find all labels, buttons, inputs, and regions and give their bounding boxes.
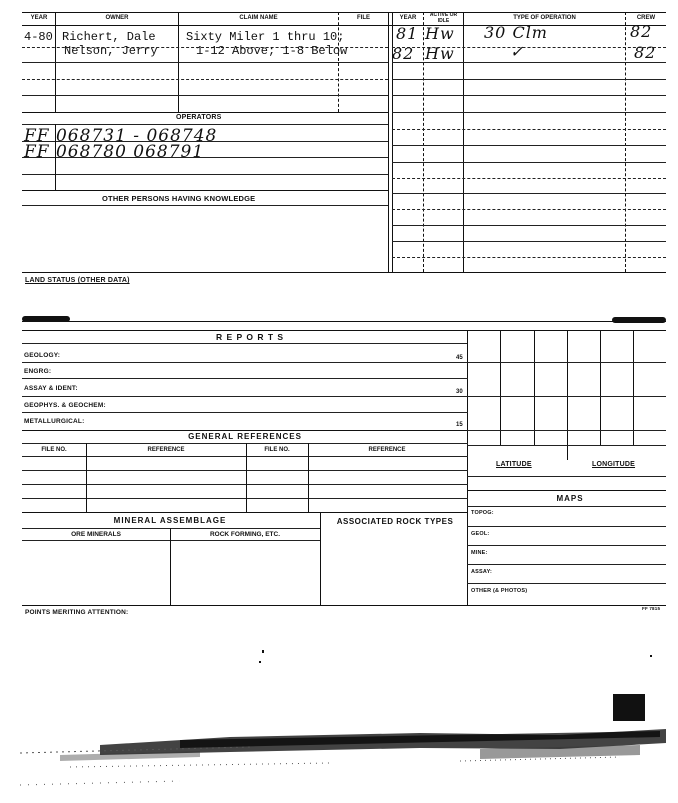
col-ore-minerals: ORE MINERALS [71, 531, 121, 538]
reports-title: R E P O R T S [215, 332, 285, 342]
row-2-owner: Nelson, Jerry [64, 44, 158, 58]
report-metallurgical: METALLURGICAL: [24, 418, 85, 425]
mineral-assemblage-title: MINERAL ASSEMBLAGE [113, 516, 227, 525]
latitude-label: LATITUDE [496, 461, 532, 468]
row-1-year: 4-80 [24, 30, 53, 44]
land-status-label: LAND STATUS (OTHER DATA) [25, 277, 130, 284]
activity-1-operation: 30 Clm [484, 23, 548, 42]
header-claim-name: CLAIM NAME [239, 15, 278, 21]
operators-title: OPERATORS [176, 114, 222, 121]
longitude-label: LONGITUDE [592, 461, 636, 468]
ref-col-file-no-1: FILE NO. [41, 447, 67, 453]
activity-2-crew: 82 [634, 43, 657, 62]
operator-2: FF 068780 068791 [24, 142, 205, 162]
maps-other: OTHER (& PHOTOS) [471, 588, 528, 594]
scan-smear [0, 715, 678, 803]
general-references-title: GENERAL REFERENCES [188, 432, 302, 441]
activity-1-crew: 82 [630, 22, 653, 41]
report-geology: GEOLOGY: [24, 352, 61, 359]
report-geology-num: 45 [456, 355, 463, 361]
activity-2-operation: ✓ [510, 42, 525, 61]
report-assay-num: 30 [456, 389, 463, 395]
maps-topog: TOPOG: [471, 510, 494, 516]
ref-col-reference-2: REFERENCE [368, 447, 406, 453]
maps-title: MAPS [556, 494, 584, 503]
report-assay: ASSAY & IDENT: [24, 385, 78, 392]
operator-1: FF 068731 - 068748 [24, 126, 218, 146]
report-geophys: GEOPHYS. & GEOCHEM: [24, 402, 106, 409]
ref-col-reference-1: REFERENCE [147, 447, 185, 453]
header-year-2: YEAR [399, 15, 417, 21]
row-1-owner: Richert, Dale [62, 30, 156, 44]
header-type-of-operation: TYPE OF OPERATION [513, 15, 576, 21]
header-file: FILE [357, 15, 370, 21]
header-owner: OWNER [105, 15, 129, 21]
maps-assay: ASSAY: [471, 569, 493, 575]
activity-2-year: 82 [392, 44, 415, 63]
activity-1-year: 81 [396, 24, 419, 43]
activity-2-status: Hw [425, 44, 455, 63]
report-metallurgical-num: 15 [456, 422, 463, 428]
header-active-idle: ACTIVE OR IDLE [429, 12, 458, 24]
maps-geol: GEOL: [471, 531, 490, 537]
activity-1-status: Hw [425, 24, 455, 43]
ref-col-file-no-2: FILE NO. [264, 447, 290, 453]
header-year: YEAR [30, 15, 48, 21]
points-meriting-attention: POINTS MERITING ATTENTION: [25, 609, 129, 616]
col-rock-forming: ROCK FORMING, ETC. [209, 531, 281, 538]
form-number: FF 7815 [642, 606, 661, 611]
report-engrg: ENGRG: [24, 368, 52, 375]
row-2-claim: 1-12 Above; 1-8 Below [196, 44, 348, 58]
associated-rock-types: ASSOCIATED ROCK TYPES [336, 517, 454, 526]
other-persons-title: OTHER PERSONS HAVING KNOWLEDGE [102, 194, 256, 203]
row-1-claim: Sixty Miler 1 thru 10; [186, 30, 345, 44]
header-crew: CREW [636, 15, 656, 21]
maps-mine: MINE: [471, 550, 488, 556]
